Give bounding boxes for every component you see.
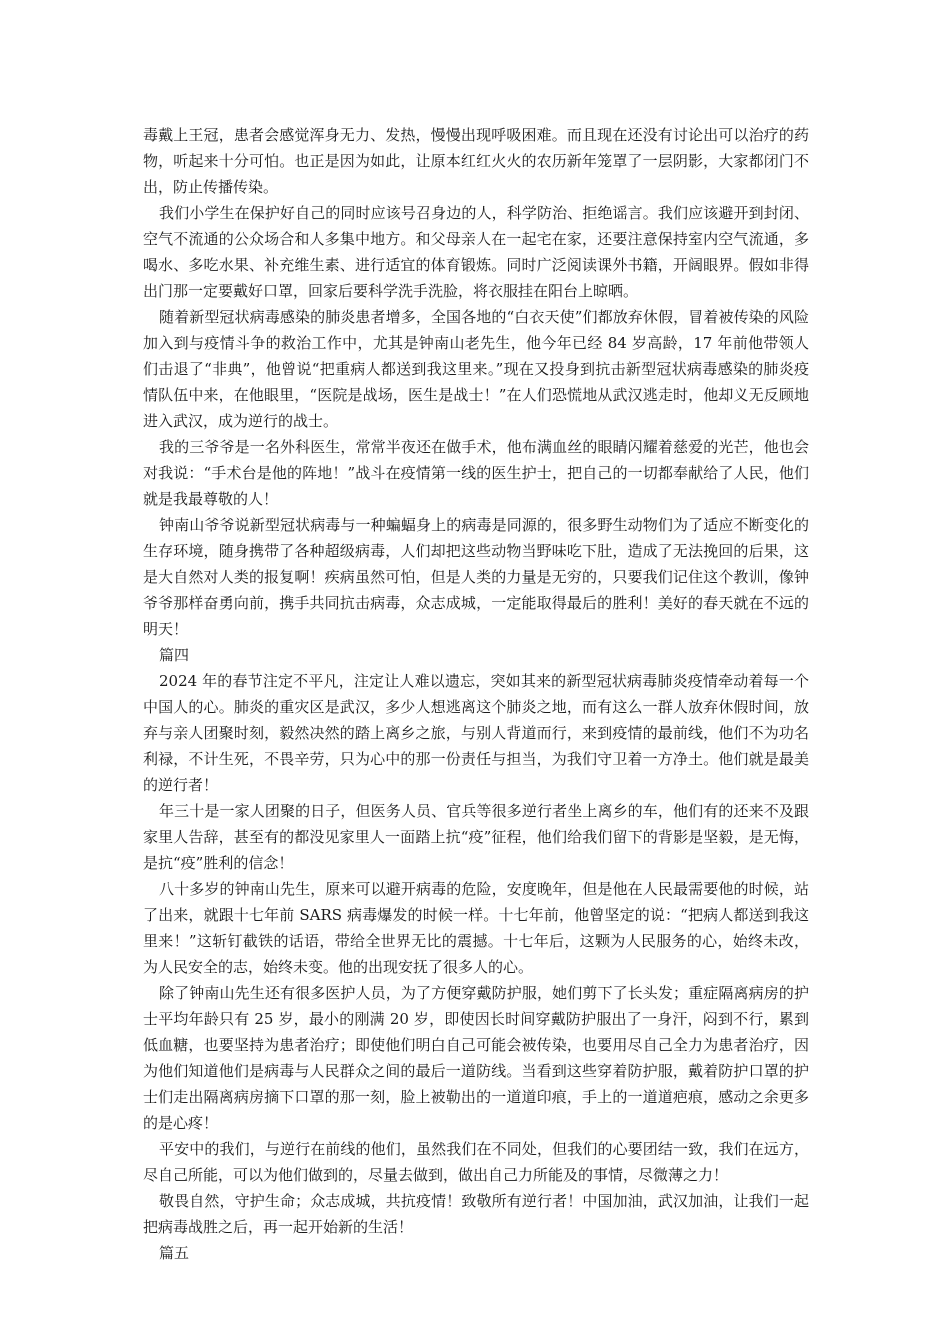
paragraph: 我的三爷爷是一名外科医生，常常半夜还在做手术，他布满血丝的眼睛闪耀着慈爱的光芒，他也会对我说：“手术台是他的阵地！”战斗在疫情第一线的医生护士，把自己的一切都奉献给了人民，他们就是我最尊敬的人！	[143, 438, 809, 508]
paragraph: 八十多岁的钟南山先生，原来可以避开病毒的危险，安度晚年，但是他在人民最需要他的时候，站了出来，就跟十七年前 SARS 病毒爆发的时候一样。十七年前，他曾坚定的说：“把病人都送到我这里来！”这斩钉截铁的话语，带给全世界无比的震撼。十七年后，这颗为人民服务的心，始终未改，为人民安全的志，始终未变。他的出现安抚了很多人的心。	[143, 880, 809, 976]
paragraph: 我们小学生在保护好自己的同时应该号召身边的人，科学防治、拒绝谣言。我们应该避开到封闭、空气不流通的公众场合和人多集中地方。和父母亲人在一起宅在家，还要注意保持室内空气流通，多喝水、多吃水果、补充维生素、进行适宜的体育锻炼。同时广泛阅读课外书籍，开阔眼界。假如非得出门那一定要戴好口罩，回家后要科学洗手洗脸，将衣服挂在阳台上晾晒。	[143, 204, 809, 300]
paragraph-continued: 毒戴上王冠，患者会感觉浑身无力、发热，慢慢出现呼吸困难。而且现在还没有讨论出可以治疗的药物，听起来十分可怕。也正是因为如此，让原本红红火火的农历新年笼罩了一层阴影，大家都闭门不出，防止传播传染。	[143, 126, 809, 196]
section-heading: 篇四	[159, 646, 190, 664]
paragraph: 除了钟南山先生还有很多医护人员，为了方便穿戴防护服，她们剪下了长头发；重症隔离病房的护士平均年龄只有 25 岁，最小的刚满 20 岁，即使因长时间穿戴防护服出了一身汗，闷到不行，累到低血糖，也要坚持为患者治疗；即使他们明白自己可能会被传染，也要用尽自己全力为患者治疗，因为他们知道他们是病毒与人民群众之间的最后一道防线。当看到这些穿着防护服，戴着防护口罩的护士们走出隔离病房摘下口罩的那一刻，脸上被勒出的一道道印痕，手上的一道道疤痕，感动之余更多的是心疼！	[143, 984, 809, 1132]
document-page	[143, 122, 809, 1266]
paragraph: 2024 年的春节注定不平凡，注定让人难以遗忘，突如其来的新型冠状病毒肺炎疫情牵动着每一个中国人的心。肺炎的重灾区是武汉，多少人想逃离这个肺炎之地，而有这么一群人放弃休假时间，放弃与亲人团聚时刻，毅然决然的踏上离乡之旅，与别人背道而行，来到疫情的最前线，他们不为功名利禄，不计生死，不畏辛劳，只为心中的那一份责任与担当，为我们守卫着一方净土。他们就是最美的逆行者！	[143, 672, 809, 794]
paragraph: 钟南山爷爷说新型冠状病毒与一种蝙蝠身上的病毒是同源的，很多野生动物们为了适应不断变化的生存环境，随身携带了各种超级病毒，人们却把这些动物当野味吃下肚，造成了无法挽回的后果，这是大自然对人类的报复啊！疾病虽然可怕，但是人类的力量是无穷的，只要我们记住这个教训，像钟爷爷那样奋勇向前，携手共同抗击病毒，众志成城，一定能取得最后的胜利！美好的春天就在不远的明天！	[143, 516, 809, 638]
section-heading: 篇五	[159, 1244, 190, 1262]
paragraph: 年三十是一家人团聚的日子，但医务人员、官兵等很多逆行者坐上离乡的车，他们有的还来不及跟家里人告辞，甚至有的都没见家里人一面踏上抗“疫”征程，他们给我们留下的背影是坚毅，是无悔，是抗“疫”胜利的信念！	[143, 802, 809, 872]
paragraph: 平安中的我们，与逆行在前线的他们，虽然我们在不同处，但我们的心要团结一致，我们在远方，尽自己所能，可以为他们做到的，尽量去做到，做出自己力所能及的事情，尽微薄之力！	[143, 1140, 809, 1184]
paragraph: 随着新型冠状病毒感染的肺炎患者增多，全国各地的“白衣天使”们都放弃休假，冒着被传染的风险加入到与疫情斗争的救治工作中，尤其是钟南山老先生，他今年已经 84 岁高龄，17 年前他带领人们击退了“非典”，他曾说“把重病人都送到我这里来。”现在又投身到抗击新型冠状病毒感染的肺炎疫情队伍中来，在他眼里，“医院是战场，医生是战士！”在人们恐慌地从武汉逃走时，他却义无反顾地进入武汉，成为逆行的战士。	[143, 308, 809, 430]
paragraph: 敬畏自然，守护生命；众志成城，共抗疫情！致敬所有逆行者！中国加油，武汉加油，让我们一起把病毒战胜之后，再一起开始新的生活！	[143, 1192, 809, 1236]
